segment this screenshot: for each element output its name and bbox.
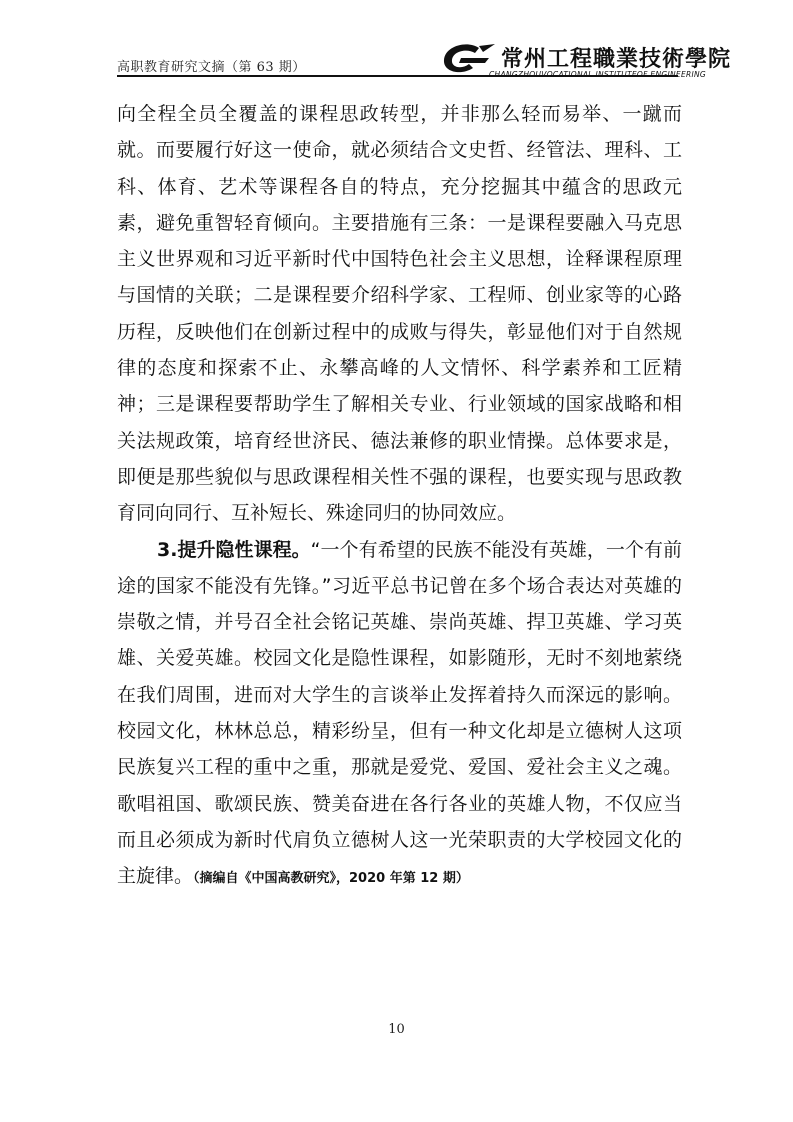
source-citation: （摘编自《中国高教研究》，2020 年第 12 期） — [193, 871, 469, 887]
paragraph-1: 向全程全员全覆盖的课程思政转型，并非那么轻而易举、一蹴而就。而要履行好这一使命，就必须结合文史哲、经管法、理科、工科、体育、艺术等课程各自的特点，充分挖掘其中蕴含的思政元素，避免重智轻育倾向。主要措施有三条：一是课程要融入马克思主义世界观和习近平新时代中国特色社会主义思想，诠释课程原理与国情的关联；二是课程要介绍科学家、工程师、创业家等的心路历程，反映他们在创新过程中的成败与得失，彰显他们对于自然规律的态度和探索不止、永攀高峰的人文情怀、科学素养和工匠精神；三是课程要帮助学生了解相关专业、行业领域的国家战略和相关法规政策，培育经世济民、德法兼修的职业情操。总体要求是，即便是那些貌似与思政课程相关性不强的课程，也要实现与思政教育同向同行、互补短长、殊途同归的协同效应。 — [117, 103, 682, 525]
header-rule — [117, 75, 678, 77]
page-number: 10 — [388, 1022, 405, 1037]
paragraph-2-text: “一个有希望的民族不能没有英雄，一个有前途的国家不能没有先锋。”习近平总书记曾在多个场合表达对英雄的崇敬之情，并号召全社会铭记英雄、崇尚英雄、捍卫英雄、学习英雄、关爱英雄。校园文化是隐性课程，如影随形，无时不刻地萦绕在我们周围，进而对大学生的言谈举止发挥着持久而深远的影响。校园文化，林林总总，精彩纷呈，但有一种文化却是立德树人这项民族复兴工程的重中之重，那就是爱党、爱国、爱社会主义之魂。歌唱祖国、歌颂民族、赞美奋进在各行各业的英雄人物，不仅应当而且必须成为新时代肩负立德树人这一光荣职责的大学校园文化的主旋律。 — [117, 538, 682, 888]
article-body — [117, 96, 682, 898]
section-heading: 3.提升隐性课程。 — [157, 538, 311, 561]
paragraph-2 — [117, 532, 682, 898]
logo-english-name: CHANGZHOUVOCATIONAL INSTITUTEOF ENGINEERING — [489, 70, 707, 79]
college-logo — [439, 42, 732, 79]
logo-chinese-name: 常州工程職業技術學院 — [501, 46, 732, 72]
running-title: 高职教育研究文摘（第 63 期） — [117, 60, 306, 75]
